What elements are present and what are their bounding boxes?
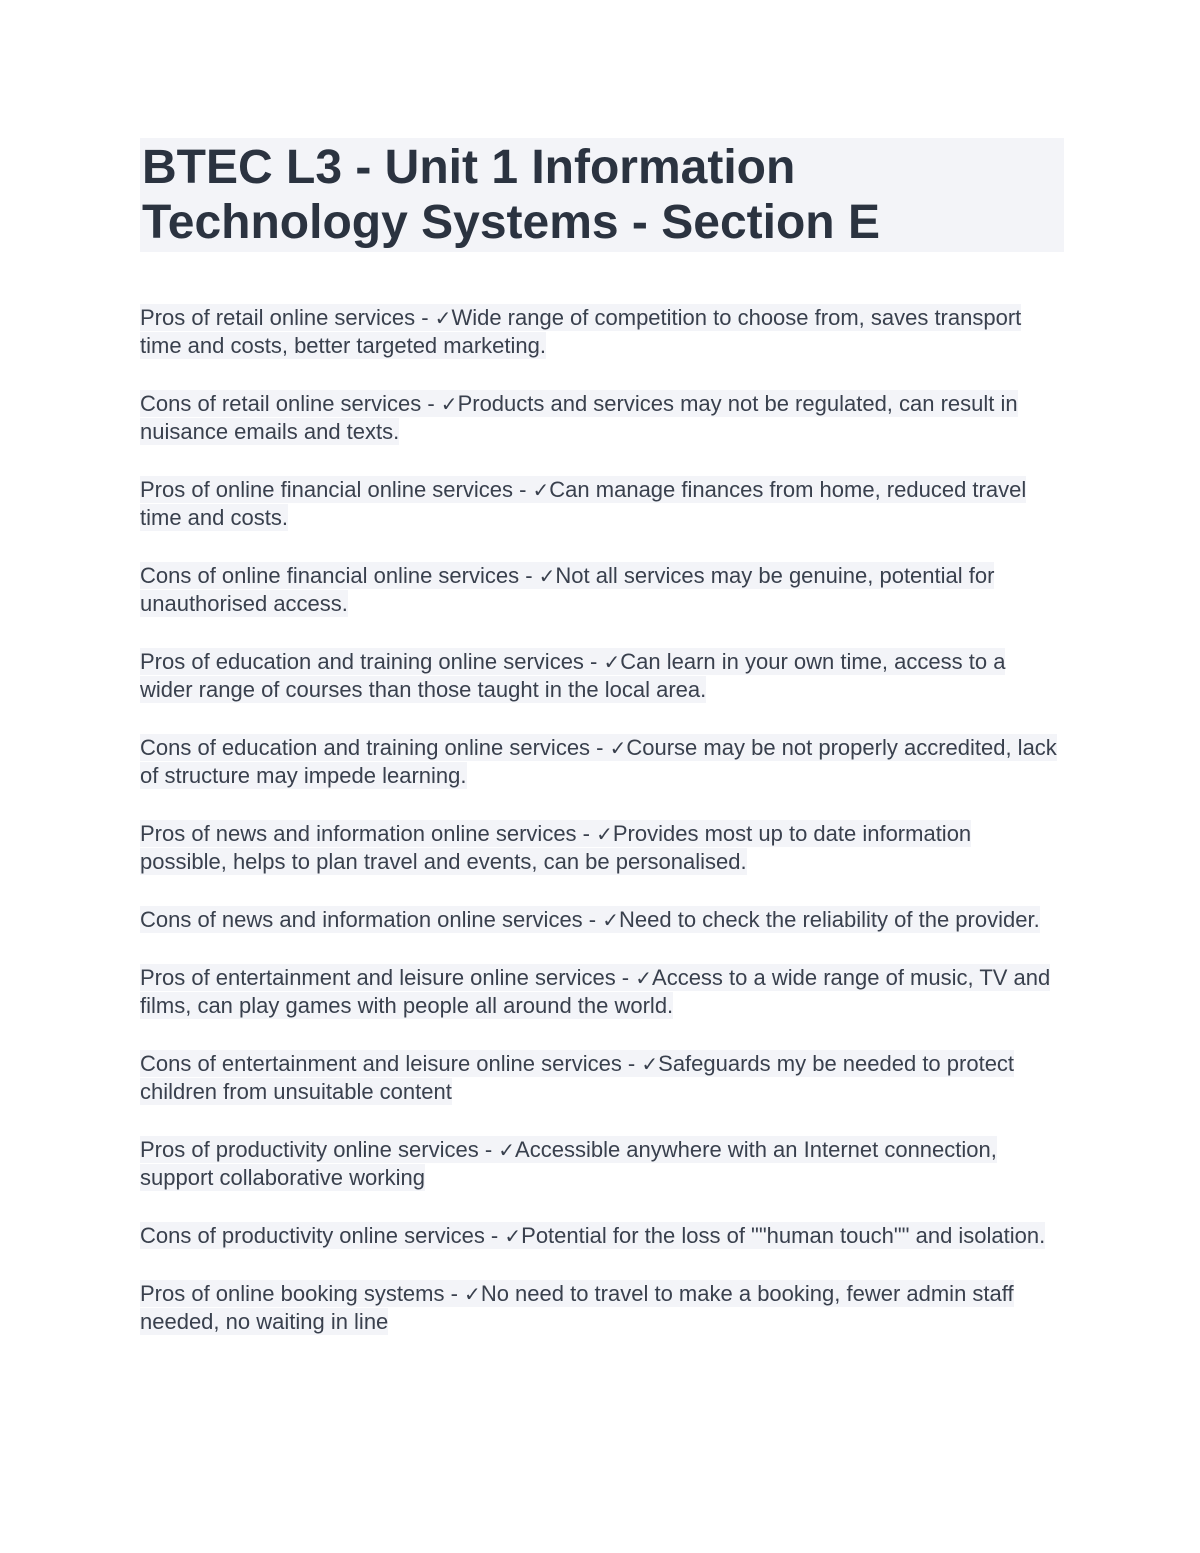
qa-entry [140, 304, 1064, 360]
check-mark-icon: ✓ [602, 908, 619, 932]
answer-text: Course may be not properly accredited, lack of structure may impede learning. [140, 735, 1057, 788]
question-text: Pros of productivity online services - [140, 1137, 499, 1162]
answer-text: Need to check the reliability of the provider. [619, 907, 1040, 932]
answer-text: Potential for the loss of ""human touch"" and isolation. [521, 1223, 1046, 1248]
answer-text: Safeguards my be needed to protect children from unsuitable content [140, 1051, 1015, 1104]
qa-entry [140, 1280, 1064, 1336]
question-text: Cons of productivity online services - [140, 1223, 505, 1248]
check-mark-icon: ✓ [641, 1052, 659, 1076]
check-mark-icon: ✓ [596, 822, 613, 846]
document-page [140, 138, 1064, 1366]
qa-entry-text [140, 964, 1050, 1019]
answer-text: No need to travel to make a booking, fewer admin staff needed, no waiting in line [140, 1281, 1014, 1334]
answer-text: Access to a wide range of music, TV and films, can play games with people all around the world. [140, 965, 1051, 1018]
qa-entry [140, 1222, 1064, 1250]
qa-entry [140, 562, 1064, 618]
check-mark-icon: ✓ [609, 736, 627, 760]
title-block [140, 138, 1064, 252]
question-text: Pros of online booking systems - [140, 1281, 465, 1306]
answer-text: Accessible anywhere with an Internet connection, support collaborative working [140, 1137, 997, 1190]
check-mark-icon: ✓ [498, 1138, 516, 1162]
answer-text: Not all services may be genuine, potential for unauthorised access. [140, 563, 995, 616]
qa-entry-text [140, 304, 1021, 359]
qa-entry-text [140, 476, 1026, 531]
qa-entry-text [140, 734, 1057, 789]
check-mark-icon: ✓ [603, 650, 621, 674]
qa-entry-text [140, 1050, 1014, 1105]
qa-entry [140, 820, 1064, 876]
qa-entry [140, 1136, 1064, 1192]
qa-entry [140, 476, 1064, 532]
qa-entry-text [140, 1280, 1014, 1335]
qa-entry [140, 390, 1064, 446]
question-text: Pros of entertainment and leisure online services - [140, 965, 636, 990]
question-text: Cons of online financial online services - [140, 563, 539, 588]
qa-entry-text [140, 648, 1005, 703]
check-mark-icon: ✓ [434, 306, 452, 330]
qa-entry-text [140, 562, 994, 617]
question-text: Pros of news and information online services - [140, 821, 597, 846]
check-mark-icon: ✓ [532, 478, 550, 502]
question-text: Cons of education and training online services - [140, 735, 610, 760]
document-title: BTEC L3 - Unit 1 Information Technology Systems - Section E [142, 141, 880, 249]
qa-entry-text [140, 906, 1040, 933]
qa-entry-text [140, 820, 971, 875]
answer-text: Wide range of competition to choose from, saves transport time and costs, better targeted marketing. [140, 305, 1022, 358]
question-text: Cons of retail online services - [140, 391, 441, 416]
question-text: Cons of entertainment and leisure online services - [140, 1051, 642, 1076]
check-mark-icon: ✓ [538, 564, 556, 588]
answer-text: Can manage finances from home, reduced travel time and costs. [140, 477, 1027, 530]
check-mark-icon: ✓ [504, 1224, 522, 1248]
qa-entry [140, 964, 1064, 1020]
question-text: Pros of online financial online services - [140, 477, 533, 502]
qa-entry [140, 1050, 1064, 1106]
answer-text: Can learn in your own time, access to a wider range of courses than those taught in the local area. [140, 649, 1006, 702]
qa-entry [140, 734, 1064, 790]
check-mark-icon: ✓ [635, 966, 653, 990]
question-text: Pros of retail online services - [140, 305, 435, 330]
qa-entry-text [140, 1222, 1045, 1249]
qa-entry-text [140, 390, 1018, 445]
check-mark-icon: ✓ [464, 1282, 481, 1306]
answer-text: Products and services may not be regulated, can result in nuisance emails and texts. [140, 391, 1018, 444]
question-text: Cons of news and information online services - [140, 907, 603, 932]
qa-entry [140, 648, 1064, 704]
answer-text: Provides most up to date information possible, helps to plan travel and events, can be personalised. [140, 821, 972, 874]
question-text: Pros of education and training online services - [140, 649, 604, 674]
qa-entry [140, 906, 1064, 934]
check-mark-icon: ✓ [440, 392, 458, 416]
qa-list [140, 304, 1064, 1366]
qa-entry-text [140, 1136, 997, 1191]
